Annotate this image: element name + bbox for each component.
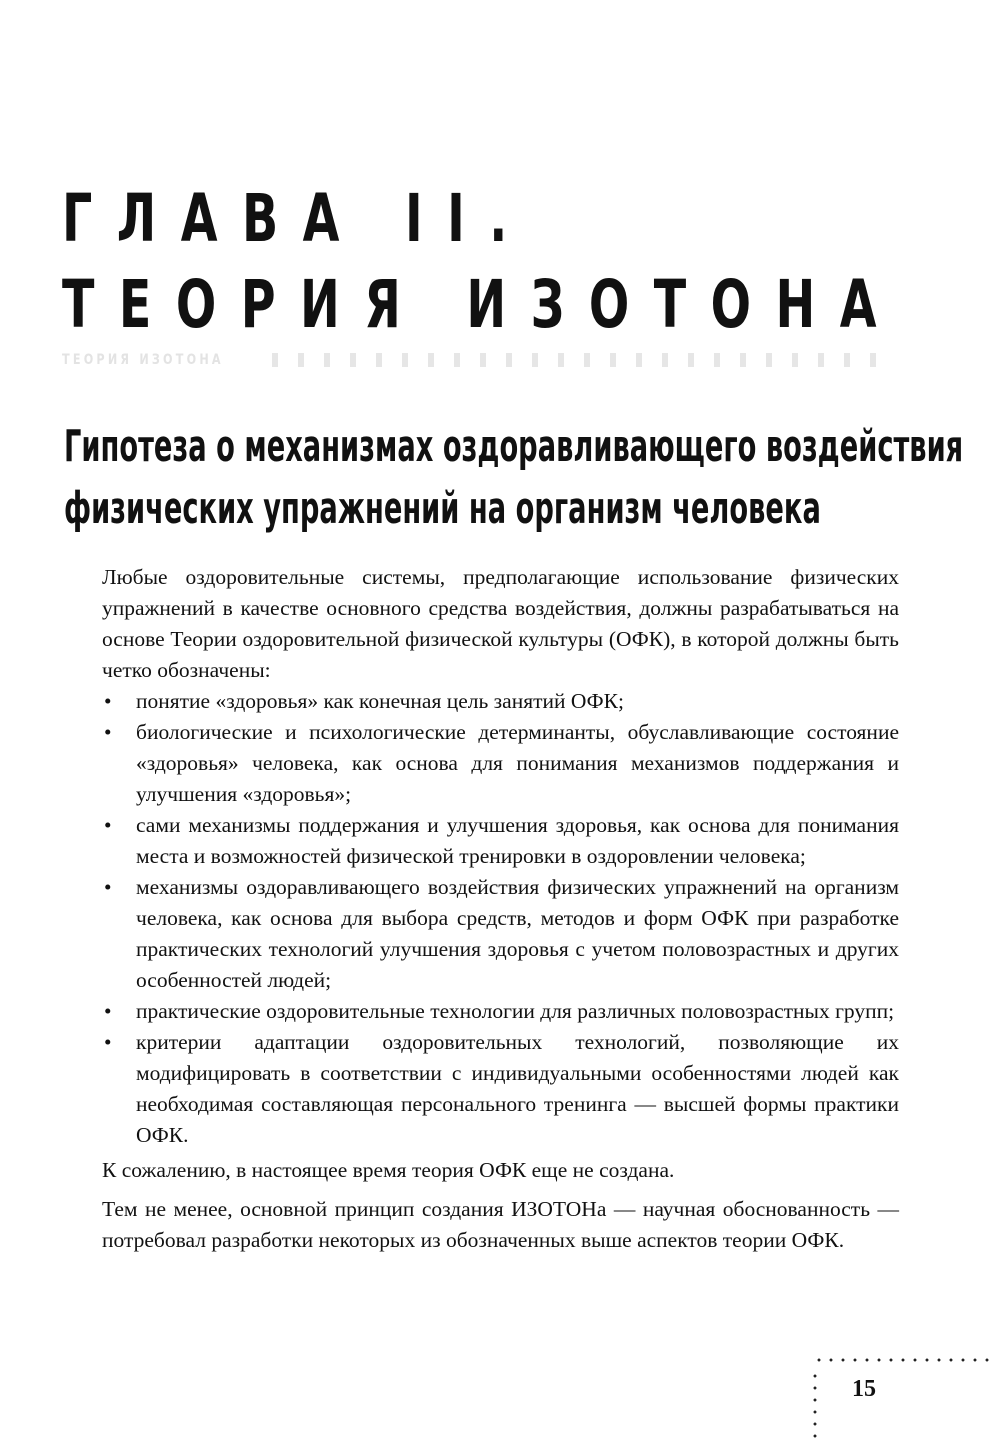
- folio-dotted-rule-horizontal: [813, 1358, 993, 1362]
- bullet-icon: •: [104, 689, 112, 713]
- list-item-text: критерии адаптации оздоровительных технологий, позволяющие их модифицировать в соответствии с индивидуальными особенностями людей как необходимая составляющая персонального тренинга — высшей формы практики ОФК.: [136, 1030, 899, 1147]
- body-text: [102, 562, 899, 1256]
- list-item-text: биологические и психологические детерминанты, обуславливающие состояние «здоровья» человека, как основа для понимания механизмов поддержания и улучшения «здоровья»;: [136, 720, 899, 806]
- section-heading-line-2: физических упражнений на организм человека: [64, 483, 821, 534]
- bullet-icon: •: [104, 999, 112, 1023]
- folio-dotted-rule-vertical: [813, 1370, 817, 1445]
- chapter-title-line-1: ГЛАВА II.: [62, 180, 532, 257]
- bullet-icon: •: [104, 720, 112, 744]
- bullet-icon: •: [104, 875, 112, 899]
- bullet-icon: •: [104, 1030, 112, 1054]
- list-item-text: механизмы оздоравливающего воздействия физических упражнений на организм человека, как основа для выбора средств, методов и форм ОФК при разработке практических технологий улучшения здоровья с учетом половозрастных и других особенностей людей;: [136, 875, 899, 992]
- list-item: [104, 717, 899, 810]
- list-item-text: практические оздоровительные технологии для различных половозрастных групп;: [136, 999, 895, 1023]
- page-number: 15: [852, 1376, 876, 1402]
- paragraph-regret: К сожалению, в настоящее время теория ОФК еще не создана.: [102, 1158, 675, 1182]
- section-heading-line-1: Гипотеза о механизмах оздоравливающего воздействия: [64, 421, 964, 472]
- list-item-text: сами механизмы поддержания и улучшения здоровья, как основа для понимания места и возможностей физической тренировки в оздоровлении человека;: [136, 813, 899, 868]
- bullet-icon: •: [104, 813, 112, 837]
- list-item-text: понятие «здоровья» как конечная цель занятий ОФК;: [136, 689, 624, 713]
- decorative-dot-row: [272, 353, 882, 367]
- intro-paragraph: Любые оздоровительные системы, предполагающие использование физических упражнений в качестве основного средства воздействия, должны разрабатываться на основе Теории оздоровительной физической культуры (ОФК), в которой должны быть четко обозначены:: [102, 565, 899, 682]
- running-header-label: ТЕОРИЯ ИЗОТОНА: [62, 352, 224, 368]
- criteria-list: [102, 686, 899, 1151]
- chapter-title-line-2: ТЕОРИЯ ИЗОТОНА: [62, 266, 902, 343]
- section-heading: [64, 416, 964, 540]
- running-header-strip: [62, 350, 882, 370]
- list-item: [104, 872, 899, 996]
- list-item: [104, 996, 899, 1027]
- list-item: [104, 810, 899, 872]
- list-item: [104, 1027, 899, 1151]
- paragraph-principle: Тем не менее, основной принцип создания ИЗОТОНа — научная обоснованность — потребовал разработки некоторых из обозначенных выше аспектов теории ОФК.: [102, 1197, 899, 1252]
- list-item: [104, 686, 899, 717]
